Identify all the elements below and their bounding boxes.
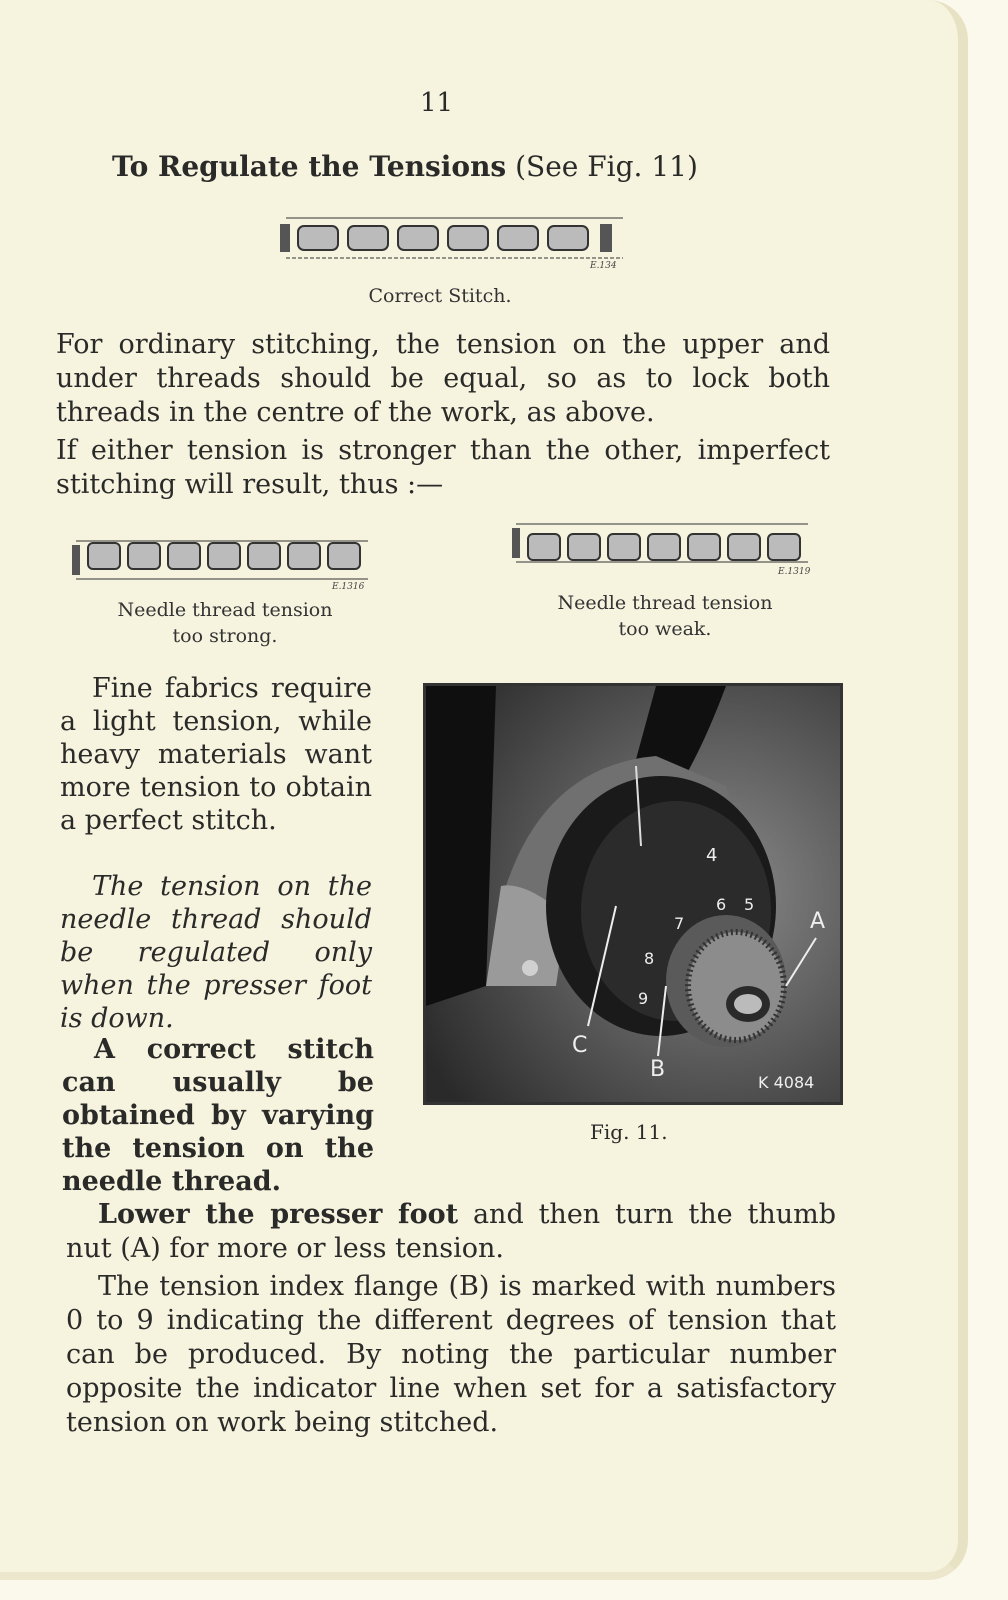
weak-caption-line2: too weak. [618, 618, 712, 640]
label-c: C [572, 1033, 588, 1058]
paragraph-imperfect-stitching: If either tension is stronger than the other, imperfect stitching will result, thus :— [56, 435, 830, 500]
figure-caption: Fig. 11. [590, 1120, 668, 1144]
dial-number-7: 7 [674, 914, 685, 933]
strong-tension-caption [80, 597, 370, 649]
dial-number-6: 6 [716, 895, 727, 914]
figure-code: K 4084 [758, 1073, 815, 1092]
strong-tension-code: E.1316 [332, 582, 365, 592]
paragraph-thumb-nut [66, 1198, 836, 1266]
weak-tension-caption [520, 590, 810, 642]
strong-tension-illustration [70, 533, 370, 593]
paragraph-thumb-nut-rest: and then turn the thumb nut (A) for more or less tension. [66, 1199, 836, 1264]
strong-caption-line2: too strong. [172, 625, 278, 647]
paragraph-equal-tension: For ordinary stitching, the tension on the upper and under threads should be equal, so as to lock both threads in the centre of the work, as above. [56, 329, 830, 428]
heading-title: To Regulate the Tensions [112, 150, 507, 183]
paragraph-correct-stitch: A correct stitch can usually be obtained by varying the tension on the needle thread. [62, 1034, 374, 1197]
correct-stitch-illustration [278, 210, 628, 272]
label-a: A [810, 909, 826, 934]
label-b: B [650, 1057, 666, 1082]
correct-stitch-code: E.134 [590, 261, 617, 271]
page-number: 11 [420, 88, 454, 118]
dial-number-8: 8 [644, 949, 655, 968]
dial-number-4: 4 [706, 845, 718, 866]
section-heading [112, 150, 698, 183]
dial-number-5: 5 [744, 895, 755, 914]
paragraph-thumb-nut-bold: Lower the presser foot [98, 1199, 459, 1230]
dial-number-9: 9 [638, 989, 649, 1008]
strong-caption-line1: Needle thread tension [117, 599, 333, 621]
paragraph-presser-foot-down: The tension on the needle thread should be regulated only when the presser foot is down. [60, 871, 372, 1034]
weak-caption-line1: Needle thread tension [557, 592, 773, 614]
heading-figure-ref: (See Fig. 11) [515, 150, 698, 183]
weak-tension-illustration [510, 518, 810, 578]
paragraph-fabric-tension: Fine fabrics require a light tension, while heavy materials want more tension to obtain a perfect stitch. [60, 673, 372, 836]
correct-stitch-caption: Correct Stitch. [368, 285, 512, 307]
tension-dial-photo [423, 683, 843, 1105]
paragraph-index-flange: The tension index flange (B) is marked with numbers 0 to 9 indicating the different degrees of tension that can be produced. By noting the particular number opposite the indicator line when set for a satisfactory tension on work being stitched. [66, 1271, 836, 1438]
weak-tension-code: E.1319 [778, 567, 810, 577]
